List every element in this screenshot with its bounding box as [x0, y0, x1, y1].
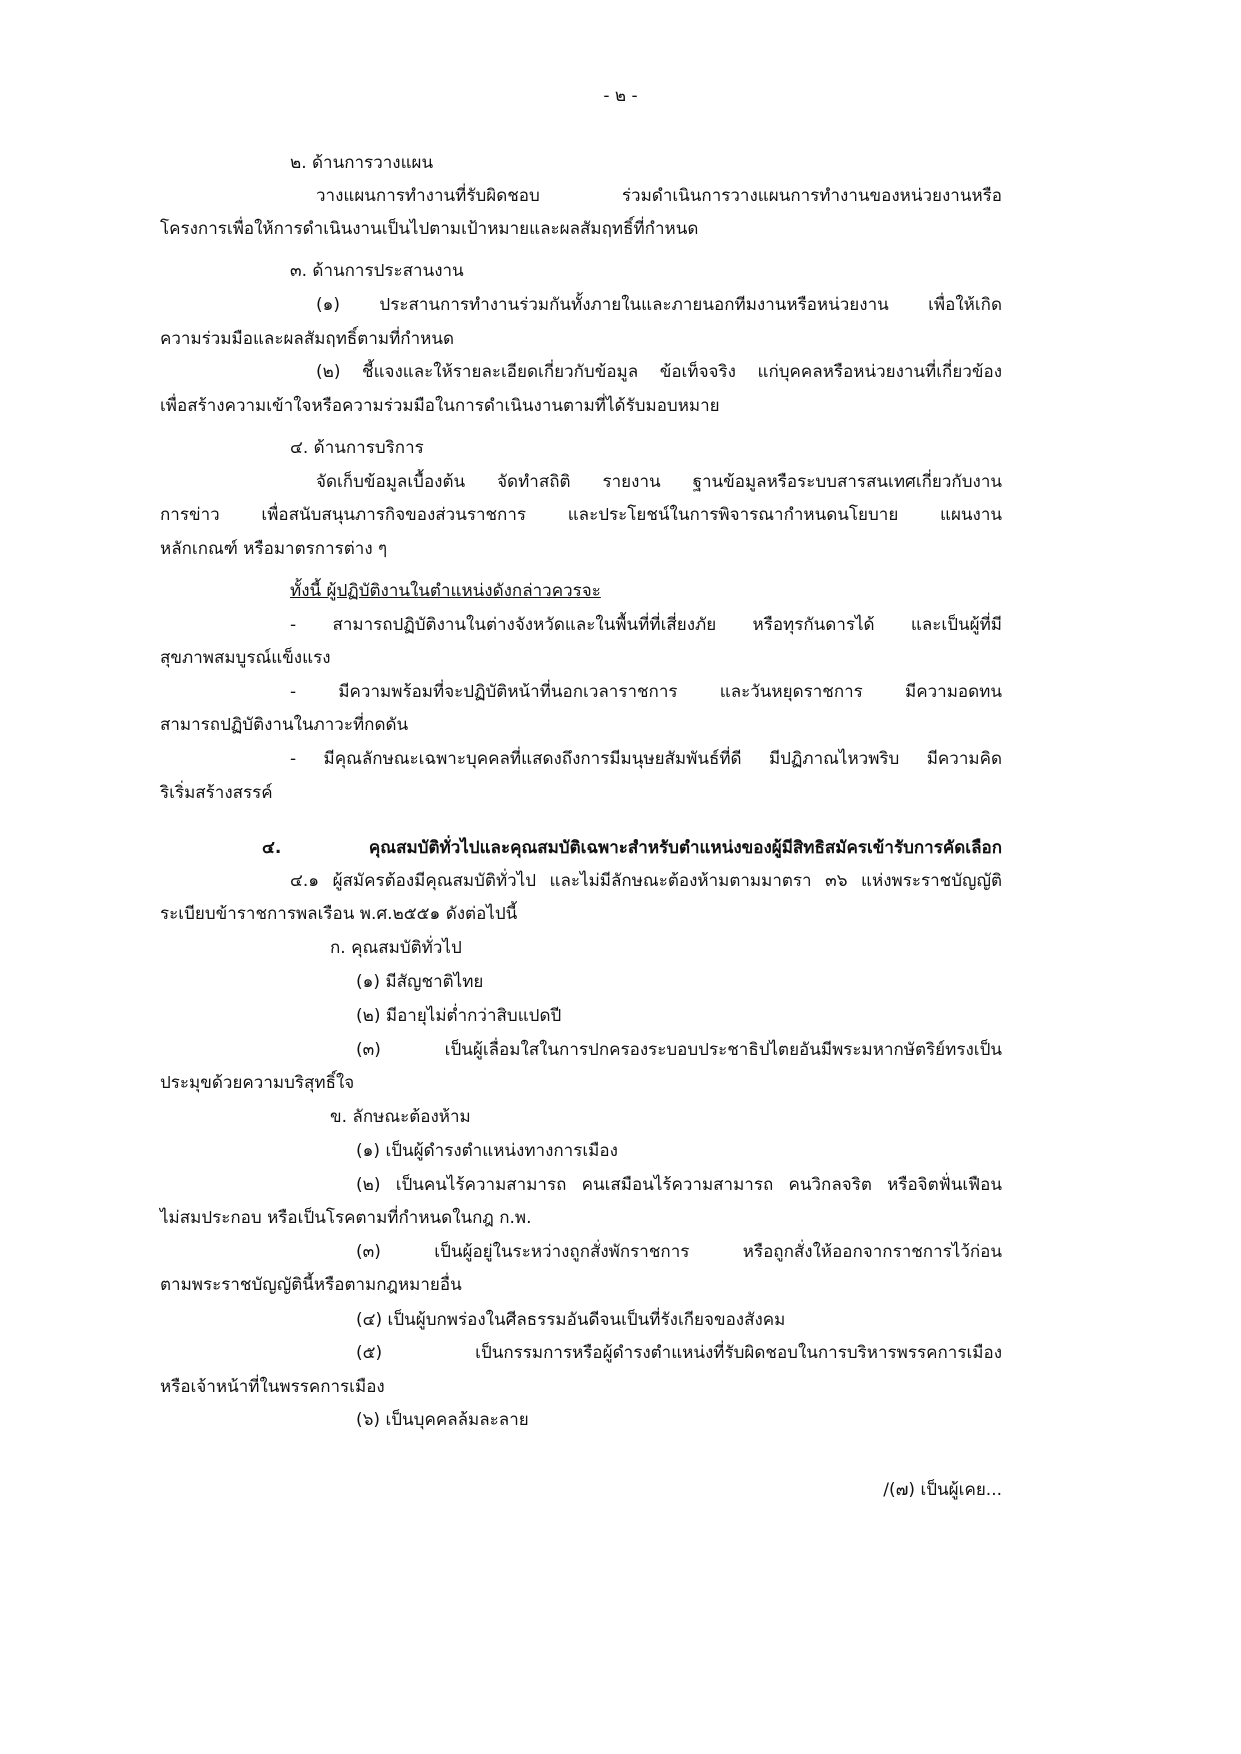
- list-item: (๓) เป็นผู้อยู่ในระหว่างถูกสั่งพักราชการ หรือถูกสั่งให้ออกจากราชการไว้ก่อน: [356, 1242, 1002, 1262]
- section-heading: ๓. ด้านการประสานงาน: [290, 261, 464, 281]
- list-item-continued: ไม่สมประกอบ หรือเป็นโรคตามที่กำหนดในกฎ ก.พ.: [160, 1208, 532, 1228]
- list-item: (๒) มีอายุไม่ต่ำกว่าสิบแปดปี: [356, 1006, 562, 1026]
- paragraph-line: สุขภาพสมบูรณ์แข็งแรง: [160, 648, 331, 668]
- list-item-continued: หรือเจ้าหน้าที่ในพรรคการเมือง: [160, 1377, 385, 1397]
- paragraph-line: ระเบียบข้าราชการพลเรือน พ.ศ.๒๕๕๑ ดังต่อไปนี้: [160, 904, 518, 924]
- list-item-continued: ประมุขด้วยความบริสุทธิ์ใจ: [160, 1073, 355, 1093]
- subsection-heading: ก. คุณสมบัติทั่วไป: [330, 938, 462, 958]
- list-item: (๑) เป็นผู้ดำรงตำแหน่งทางการเมือง: [356, 1141, 618, 1161]
- paragraph-line: เพื่อสร้างความเข้าใจหรือความร่วมมือในการดำเนินงานตามที่ได้รับมอบหมาย: [160, 396, 720, 416]
- continuation-note: /(๗) เป็นผู้เคย...: [883, 1480, 1002, 1500]
- paragraph-line: จัดเก็บข้อมูลเบื้องต้น จัดทำสถิติ รายงาน ฐานข้อมูลหรือระบบสารสนเทศเกี่ยวกับงาน: [316, 472, 1002, 492]
- section-title-bold: ๔. คุณสมบัติทั่วไปและคุณสมบัติเฉพาะสำหรับตำแหน่งของผู้มีสิทธิสมัครเข้ารับการคัดเลือก: [262, 838, 1002, 858]
- page-number: - ๒ -: [603, 86, 638, 106]
- paragraph-line: วางแผนการทำงานที่รับผิดชอบ ร่วมดำเนินการวางแผนการทำงานของหน่วยงานหรือ: [316, 186, 1002, 206]
- paragraph-line: ๔.๑ ผู้สมัครต้องมีคุณสมบัติทั่วไป และไม่มีลักษณะต้องห้ามตามมาตรา ๓๖ แห่งพระราชบัญญัติ: [290, 871, 1002, 891]
- list-item: (๔) เป็นผู้บกพร่องในศีลธรรมอันดีจนเป็นที่รังเกียจของสังคม: [356, 1310, 786, 1330]
- section-heading: ๒. ด้านการวางแผน: [290, 153, 434, 173]
- paragraph-line: (๑) ประสานการทำงานร่วมกันทั้งภายในและภายนอกทีมงานหรือหน่วยงาน เพื่อให้เกิด: [316, 295, 1002, 315]
- paragraph-line: ความร่วมมือและผลสัมฤทธิ์ตามที่กำหนด: [160, 329, 455, 349]
- list-item: (๕) เป็นกรรมการหรือผู้ดำรงตำแหน่งที่รับผิดชอบในการบริหารพรรคการเมือง: [356, 1343, 1002, 1363]
- paragraph-line: - มีความพร้อมที่จะปฏิบัติหน้าที่นอกเวลาราชการ และวันหยุดราชการ มีความอดทน: [290, 682, 1002, 702]
- list-item: (๓) เป็นผู้เลื่อมใสในการปกครองระบอบประชาธิปไตยอันมีพระมหากษัตริย์ทรงเป็น: [356, 1040, 1002, 1060]
- paragraph-line: - มีคุณลักษณะเฉพาะบุคคลที่แสดงถึงการมีมนุษยสัมพันธ์ที่ดี มีปฏิภาณไหวพริบ มีความคิด: [290, 749, 1002, 769]
- list-item-continued: ตามพระราชบัญญัตินี้หรือตามกฎหมายอื่น: [160, 1275, 462, 1295]
- paragraph-line: (๒) ชี้แจงและให้รายละเอียดเกี่ยวกับข้อมูล ข้อเท็จจริง แก่บุคคลหรือหน่วยงานที่เกี่ยวข้อง: [316, 362, 1002, 382]
- paragraph-line: หลักเกณฑ์ หรือมาตรการต่าง ๆ: [160, 539, 388, 559]
- subsection-heading: ข. ลักษณะต้องห้าม: [330, 1107, 471, 1127]
- paragraph-line: ริเริ่มสร้างสรรค์: [160, 783, 273, 803]
- paragraph-line: - สามารถปฏิบัติงานในต่างจังหวัดและในพื้นที่ที่เสี่ยงภัย หรือทุรกันดารได้ และเป็นผู้ที่มี: [290, 615, 1002, 635]
- paragraph-line: การข่าว เพื่อสนับสนุนภารกิจของส่วนราชการ และประโยชน์ในการพิจารณากำหนดนโยบาย แผนงาน: [160, 505, 1002, 525]
- section-heading: ๔. ด้านการบริการ: [290, 438, 424, 458]
- list-item: (๖) เป็นบุคคลล้มละลาย: [356, 1410, 529, 1430]
- paragraph-line: โครงการเพื่อให้การดำเนินงานเป็นไปตามเป้าหมายและผลสัมฤทธิ์ที่กำหนด: [160, 219, 699, 239]
- underlined-note: ทั้งนี้ ผู้ปฏิบัติงานในตำแหน่งดังกล่าวควรจะ: [290, 581, 601, 601]
- list-item: (๒) เป็นคนไร้ความสามารถ คนเสมือนไร้ความสามารถ คนวิกลจริต หรือจิตฟั่นเฟือน: [356, 1175, 1002, 1195]
- paragraph-line: สามารถปฏิบัติงานในภาวะที่กดดัน: [160, 715, 409, 735]
- list-item: (๑) มีสัญชาติไทย: [356, 972, 484, 992]
